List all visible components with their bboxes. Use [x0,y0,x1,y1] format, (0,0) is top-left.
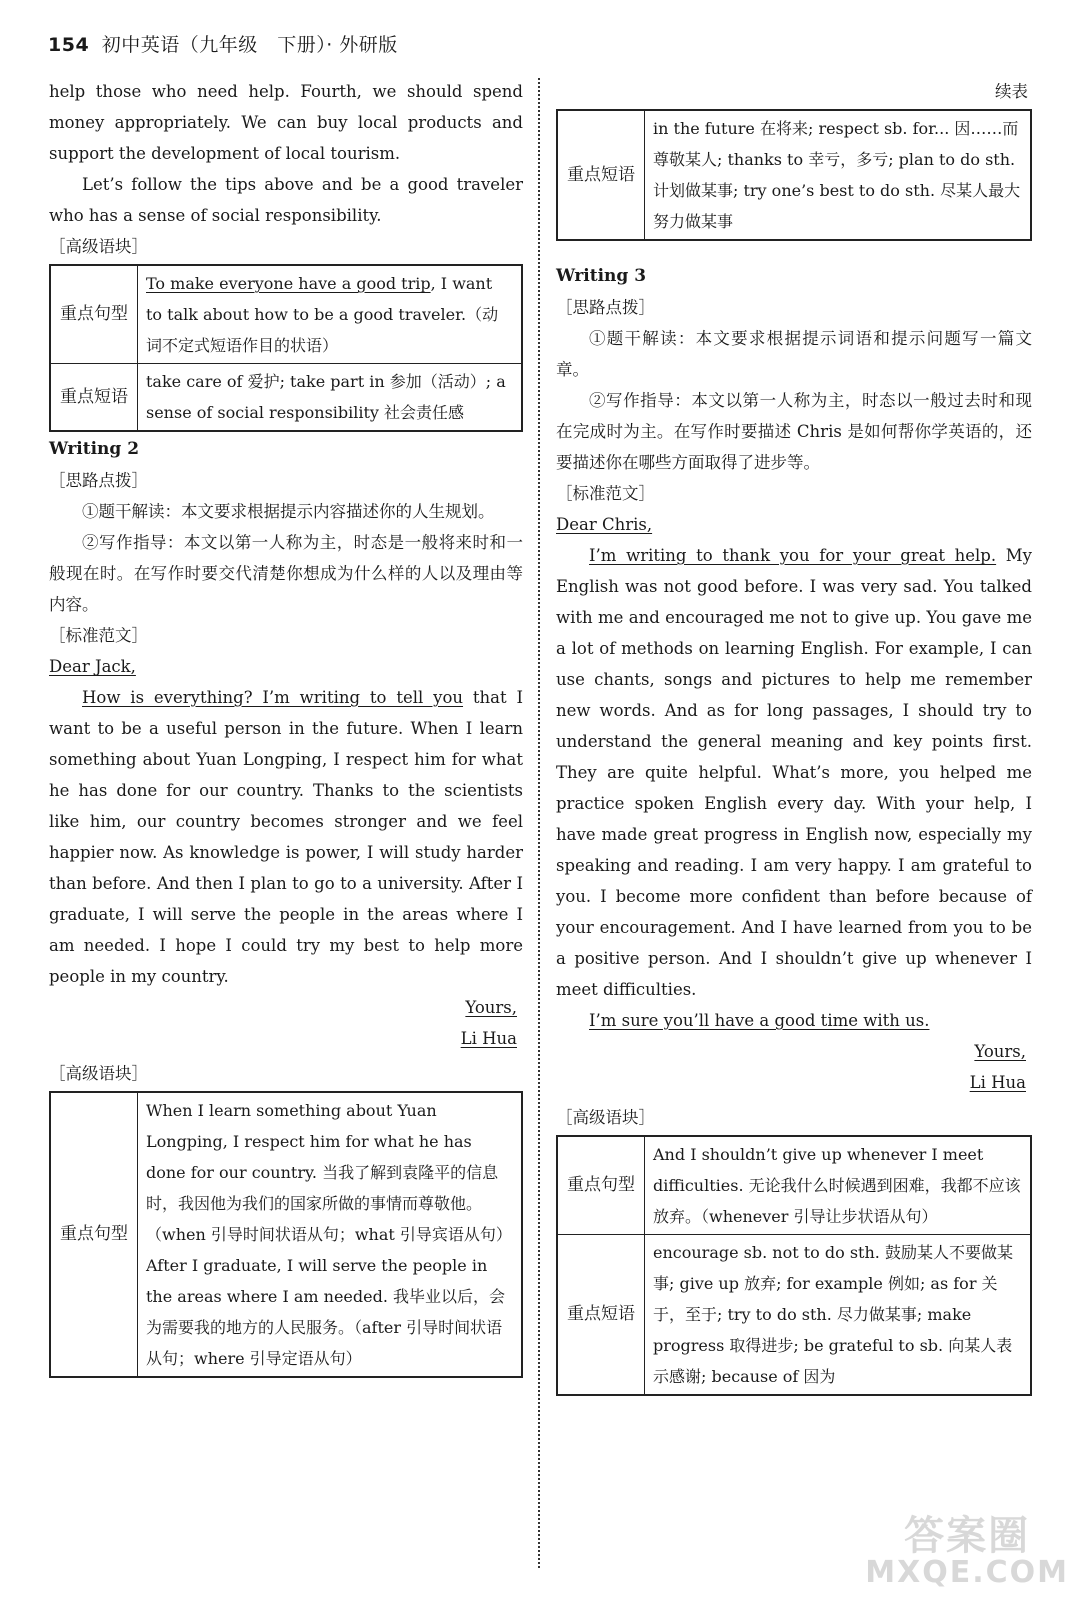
intro-paragraph-1: help those who need help. Fourth, we should spend money appropriately. We can buy local products and support the development of local tourism. [49,82,523,163]
row-content: And I shouldn’t give up whenever I meet difficulties. 无论我什么时候遇到困难，我都不应该放弃。（whenever 引导让步状语从句） [645,1136,1032,1235]
row-content [138,265,523,364]
greeting-text: Dear Chris, [556,515,653,534]
closing-text: Yours, [465,998,517,1017]
greeting-text: Dear Jack, [49,657,136,676]
writing-3-title: Writing 3 [556,266,647,286]
table-row [557,1235,1031,1396]
row-label: 重点短语 [50,364,138,432]
sentence-pattern-b: After I graduate, I will serve the people in the areas where I am needed. 我毕业以后，会为需要我的地方的人民服务。（after 引导时间状语从句；where 引导定语从句） [146,1256,506,1368]
advanced-chunk-table-2 [49,1091,523,1378]
sentence-pattern-a: When I learn something about Yuan Longping, I respect him for what he has done for our country. 当我了解到袁隆平的信息时，我因他为我们的国家所做的事情而尊敬他。（when 引导时间状语从句；what 引导宾语从句） [146,1101,512,1244]
advanced-chunk-label: ［高级语块］ [556,1108,655,1127]
letter-closing-line [556,1005,1032,1036]
body-text: My English was not good before. I was very sad. You talked with me and encouraged me not to give up. You gave me a lot of methods on learning English. For example, I can use chants, songs and pictures to help me remember new words. And as for long passages, I should try to understand the general meaning and key points first. They are quite helpful. What’s more, you helped me practice spoken English every day. With your help, I have made great progress in English now, especially my speaking and reading. I am very happy. I am grateful to you. I become more confident than before because of your encouragement. And I have learned from you to be a positive person. And I shouldn’t give up whenever I meet difficulties. [556,546,1032,999]
row-text: , I want to talk about how to be a good traveler.（动词不定式短语作目的状语） [146,274,499,355]
watermark [865,1504,1069,1590]
intro-paragraph-2: Let’s follow the tips above and be a good traveler who has a sense of social responsibility. [49,175,523,225]
hint-label: ［思路点拨］ [49,471,148,490]
table-row [557,1136,1031,1235]
hint-2: ②写作指导：本文以第一人称为主，时态以一般过去时和现在完成时为主。在写作时要描述 Chris 是如何帮你学英语的，还要描述你在哪些方面取得了进步等。 [556,391,1032,472]
row-content: take care of 爱护; take part in 参加（活动）; a sense of social responsibility 社会责任感 [138,364,523,432]
underlined-phrase: To make everyone have a good trip [146,274,431,293]
signature-text: Li Hua [969,1073,1026,1092]
table-continued-label: 续表 [995,82,1028,101]
table-row [557,110,1031,240]
closing-text: Yours, [974,1042,1026,1061]
advanced-chunk-table-3 [556,1135,1032,1396]
right-column [556,76,1032,1398]
watermark-logo-text: 答案圈 [904,1513,1031,1559]
signature-text: Li Hua [460,1029,517,1048]
advanced-chunk-label: ［高级语块］ [49,237,148,256]
row-label: 重点短语 [557,110,645,240]
table-row [50,265,522,364]
underlined-sentence: How is everything? I’m writing to tell you [82,688,464,707]
row-label: 重点句型 [50,1092,138,1377]
letter-signature [556,1067,1032,1098]
hint-1: ①题干解读：本文要求根据提示内容描述你的人生规划。 [82,502,495,521]
row-content: in the future 在将来; respect sb. for... 因……而尊敬某人; thanks to 幸亏，多亏; plan to do sth. 计划做某事; try one’s best to do sth. 尽某人最大努力做某事 [645,110,1032,240]
model-essay-label: ［标准范文］ [49,626,148,645]
row-label: 重点句型 [50,265,138,364]
row-label: 重点短语 [557,1235,645,1396]
letter-closing [556,1036,1032,1067]
advanced-chunk-table-1 [49,264,523,432]
letter-signature [49,1023,523,1054]
hint-label: ［思路点拨］ [556,298,655,317]
advanced-chunk-label: ［高级语块］ [49,1064,148,1083]
letter-body [49,682,523,992]
writing-2-title: Writing 2 [49,439,140,459]
row-content [138,1092,523,1377]
watermark-url: MXQE.COM [865,1555,1069,1590]
table-row [50,364,522,432]
advanced-chunk-table-2-continued [556,109,1032,241]
row-label: 重点句型 [557,1136,645,1235]
underlined-sentence: I’m sure you’ll have a good time with us. [589,1011,930,1030]
body-text: that I want to be a useful person in the future. When I learn something about Yuan Longping, I respect him for what he has done for our country. Thanks to the scientists like him, our country becomes stronger and we feel happier now. As knowledge is power, I will study harder than before. And then I plan to go to a university. After I graduate, I will serve the people in the areas where I am needed. I hope I could try my best to help more people in my country. [49,688,523,986]
letter-greeting [49,651,523,682]
model-essay-label: ［标准范文］ [556,484,655,503]
book-title: 初中英语（九年级 下册）· 外研版 [101,34,398,56]
page-header [48,30,398,57]
underlined-sentence: I’m writing to thank you for your great help. [589,546,997,565]
page-number: 154 [48,34,90,56]
letter-greeting [556,509,1032,540]
hint-2: ②写作指导：本文以第一人称为主，时态是一般将来时和一般现在时。在写作时要交代清楚你想成为什么样的人以及理由等内容。 [49,533,523,614]
letter-closing [49,992,523,1023]
left-column [49,76,523,1380]
letter-body [556,540,1032,1005]
row-content: encourage sb. not to do sth. 鼓励某人不要做某事; give up 放弃; for example 例如; as for 关于，至于; try to do sth. 尽力做某事; make progress 取得进步; be grateful to sb. 向某人表示感谢; because of 因为 [645,1235,1032,1396]
hint-1: ①题干解读：本文要求根据提示词语和提示问题写一篇文章。 [556,329,1032,379]
column-divider [538,78,540,1568]
table-row [50,1092,522,1377]
